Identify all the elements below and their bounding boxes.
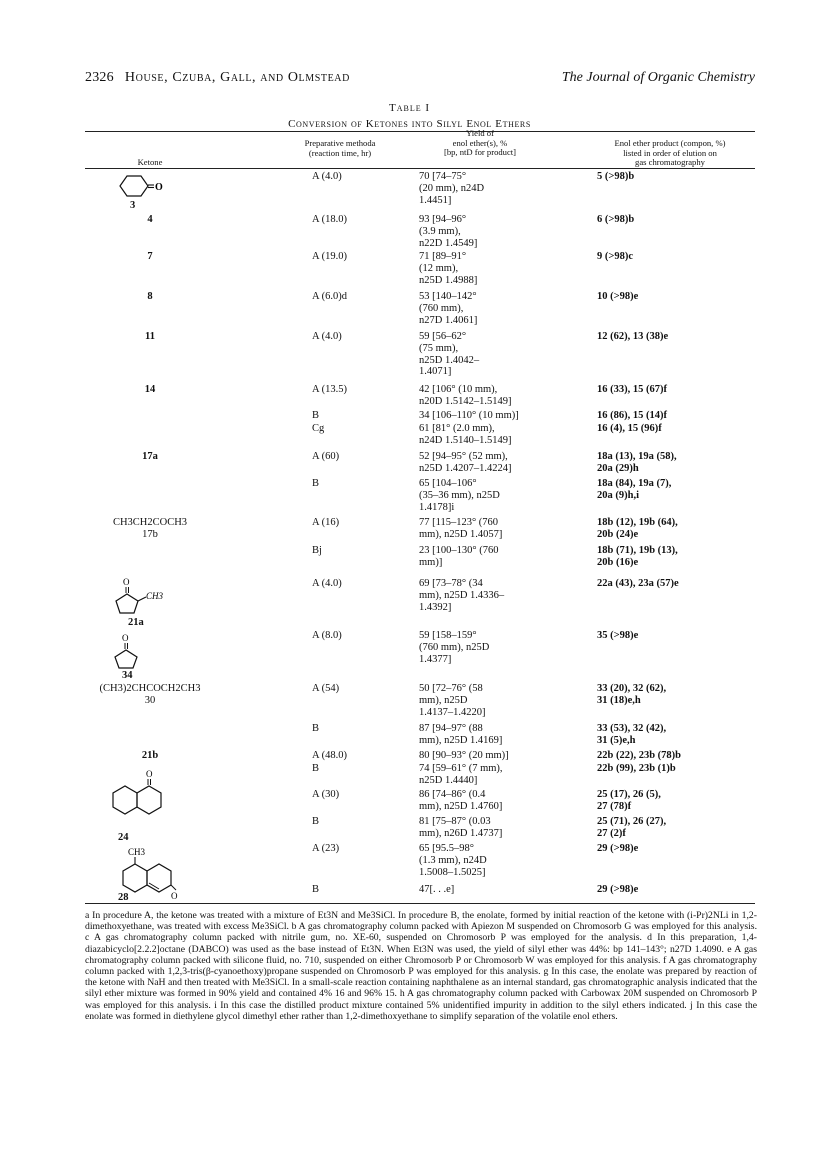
method-cell: B [312, 478, 320, 489]
method-cell: Cg [312, 423, 325, 434]
table-label: Table I [388, 102, 431, 114]
product-cell: 35 (>98)e [597, 630, 639, 641]
product-cell: 18b (12), 19b (64), 20b (24)e [597, 517, 678, 540]
product-cell: 33 (20), 32 (62), 31 (18)e,h [597, 683, 667, 706]
method-cell: A (54) [312, 683, 340, 694]
product-cell: 16 (86), 15 (14)f [597, 410, 667, 421]
product-cell: 25 (17), 26 (5), 27 (78)f [597, 789, 661, 812]
method-cell: A (8.0) [312, 630, 342, 641]
oxo-label: O [122, 633, 129, 643]
product-cell: 12 (62), 13 (38)e [597, 331, 669, 342]
method-cell: A (48.0) [312, 750, 347, 761]
column-header-method: Preparative methoda (reaction time, hr) [304, 138, 376, 158]
product-cell: 5 (>98)b [597, 171, 635, 182]
structure-label-24: 24 [118, 832, 129, 843]
product-cell: 29 (>98)e [597, 843, 639, 854]
method-cell: A (18.0) [312, 214, 347, 225]
product-cell: 9 (>98)c [597, 251, 634, 262]
ketone-cell: CH3CH2COCH3 17b [112, 517, 188, 540]
column-header-product: Enol ether product (compon, %) listed in order of elution on gas chromatography [614, 138, 726, 168]
table-caption: Conversion of Ketones into Silyl Enol Ethers [288, 118, 531, 130]
yield-cell: 52 [94–95° (52 mm), n25D 1.4207–1.4224] [419, 451, 512, 474]
ketone-cell: (CH3)2CHCOCH2CH3 30 [99, 683, 201, 706]
methyl-label: CH3 [146, 591, 164, 601]
ketone-cell: 4 [147, 214, 153, 225]
method-cell: A (13.5) [312, 384, 347, 395]
product-cell: 25 (71), 26 (27), 27 (2)f [597, 816, 667, 839]
method-cell: B [312, 410, 320, 421]
method-cell: A (4.0) [312, 171, 342, 182]
methyl-label: CH3 [128, 847, 146, 857]
yield-cell: 50 [72–76° (58 mm), n25D 1.4137–1.4220] [419, 683, 486, 718]
structure-decalone [110, 768, 170, 828]
table-footnotes: a In procedure A, the ketone was treated with a mixture of Et3N and Me3SiCl. In procedure B, the enolate, formed by initial reaction of the ketone with (i-Pr)2NLi in 1,2-dimethoxyethane, was treated with excess Me3SiCl. b A gas chromatography column packed with Apiezon M suspended on Chromosorb G was employed for this analysis. c A gas chromatography column packed with nitrile gum, no. XE-60, suspended on Chromosorb P was employed for the analysis. d In this preparation, 1,4-diazabicyclo[2.2.2]octane (DABCO) was used as the base instead of Et3N. When Et3N was used, the yield of silyl ether was 44%: bp 141–143°; n27D 1.4090. e A gas chromatography column packed with silicone fluid, no. 710, suspended on either Chromosorb P or Chromosorb W was employed for this analysis. f A gas chromatography column packed with 1,2,3-tris(β-cyanoethoxy)propane suspended on Chromosorb P was employed for this analysis. g In this case, the enolate was prepared by reaction of the ketone with NaH and then treated with Me3SiCl. In a small-scale reaction containing naphthalene as an internal standard, gas chromatographic analysis indicated that the silyl ether mixture was formed in 90% yield and contained 4% 16 and 96% 15. h A gas chromatography column packed with Carbowax 20M suspended on Chromosorb P was employed for this analysis. i In this case the distilled product mixture contained 5% unidentified impurity in addition to the silyl ethers indicated. j In this case the enolate was formed in diethylene glycol dimethyl ether rather than 1,2-dimethoxyethane to simplify separation of the volatile enol ethers. [85, 910, 757, 1022]
product-cell: 6 (>98)b [597, 214, 635, 225]
structure-2-methylcyclopentanone [112, 576, 172, 616]
method-cell: A (19.0) [312, 251, 347, 262]
product-cell: 16 (4), 15 (96)f [597, 423, 662, 434]
structure-label-3: 3 [130, 200, 136, 211]
journal-title: The Journal of Organic Chemistry [561, 70, 755, 85]
column-header-ketone: Ketone [137, 157, 163, 167]
product-cell: 18a (84), 19a (7), 20a (9)h,i [597, 478, 672, 501]
page-number: 2326 [85, 70, 114, 85]
product-cell: 18a (13), 19a (58), 20a (29)h [597, 451, 677, 474]
method-cell: B [312, 723, 320, 734]
yield-cell: 42 [106° (10 mm), n20D 1.5142–1.5149] [419, 384, 512, 407]
oxo-label: O [146, 769, 153, 779]
yield-cell: 74 [59–61° (7 mm), n25D 1.4440] [419, 763, 503, 786]
method-cell: A (16) [312, 517, 340, 528]
structure-label-21a: 21a [128, 617, 144, 628]
method-cell: A (4.0) [312, 331, 342, 342]
yield-cell: 77 [115–123° (760 mm), n25D 1.4057] [419, 517, 503, 540]
product-cell: 18b (71), 19b (13), 20b (16)e [597, 545, 678, 568]
method-cell: Bj [312, 545, 322, 556]
yield-cell: 80 [90–93° (20 mm)] [419, 750, 509, 761]
structure-cyclopentanone [112, 632, 152, 670]
method-cell: B [312, 763, 320, 774]
method-cell: A (60) [312, 451, 340, 462]
yield-cell: 69 [73–78° (34 mm), n25D 1.4336– 1.4392] [419, 578, 505, 613]
yield-cell: 70 [74–75° (20 mm), n24D 1.4451] [419, 171, 485, 206]
oxo-label: O [155, 182, 163, 193]
product-cell: 29 (>98)e [597, 884, 639, 895]
structure-label-34: 34 [122, 670, 133, 681]
ketone-cell: 7 [147, 251, 153, 262]
ketone-cell: 21b [141, 750, 159, 761]
method-cell: B [312, 816, 320, 827]
product-cell: 33 (53), 32 (42), 31 (5)e,h [597, 723, 667, 746]
oxo-label: O [171, 891, 178, 901]
product-cell: 22b (99), 23b (1)b [597, 763, 676, 774]
method-cell: B [312, 884, 320, 895]
ketone-cell: 17a [142, 451, 158, 462]
method-cell: A (6.0)d [312, 291, 347, 302]
method-cell: A (4.0) [312, 578, 342, 589]
yield-cell: 23 [100–130° (760 mm)] [419, 545, 499, 568]
ketone-cell: 14 [144, 384, 156, 395]
yield-cell: 65 [95.5–98° (1.3 mm), n24D 1.5008–1.5025] [419, 843, 487, 878]
product-cell: 10 (>98)e [597, 291, 639, 302]
yield-cell: 65 [104–106° (35–36 mm), n25D 1.4178]i [419, 478, 500, 513]
yield-cell: 59 [158–159° (760 mm), n25D 1.4377] [419, 630, 490, 665]
yield-cell: 59 [56–62° (75 mm), n25D 1.4042– 1.4071] [419, 331, 480, 378]
product-cell: 16 (33), 15 (67)f [597, 384, 667, 395]
structure-cyclohexanone [112, 172, 172, 200]
yield-cell: 61 [81° (2.0 mm), n24D 1.5140–1.5149] [419, 423, 512, 446]
ketone-cell: 11 [145, 331, 155, 342]
ketone-cell: 8 [147, 291, 153, 302]
table-bottom-rule [85, 903, 755, 904]
page-header-left [85, 70, 350, 86]
table-header-rule [85, 168, 755, 169]
yield-cell: 87 [94–97° (88 mm), n25D 1.4169] [419, 723, 503, 746]
oxo-label: O [123, 577, 130, 587]
yield-cell: 71 [89–91° (12 mm), n25D 1.4988] [419, 251, 478, 286]
yield-cell: 86 [74–86° (0.4 mm), n25D 1.4760] [419, 789, 503, 812]
column-header-yield: Yield of enol ether(s), % [bp, ntD for product] [443, 128, 517, 158]
yield-cell: 81 [75–87° (0.03 mm), n26D 1.4737] [419, 816, 503, 839]
product-cell: 22a (43), 23a (57)e [597, 578, 679, 589]
authors: House, Czuba, Gall, and Olmstead [124, 70, 350, 85]
structure-label-28: 28 [118, 892, 129, 903]
method-cell: A (30) [312, 789, 340, 800]
yield-cell: 93 [94–96° (3.9 mm), n22D 1.4549] [419, 214, 478, 249]
yield-cell: 53 [140–142° (760 mm), n27D 1.4061] [419, 291, 478, 326]
yield-cell: 47[. . .e] [419, 884, 455, 895]
yield-cell: 34 [106–110° (10 mm)] [419, 410, 519, 421]
method-cell: A (23) [312, 843, 340, 854]
product-cell: 22b (22), 23b (78)b [597, 750, 682, 761]
